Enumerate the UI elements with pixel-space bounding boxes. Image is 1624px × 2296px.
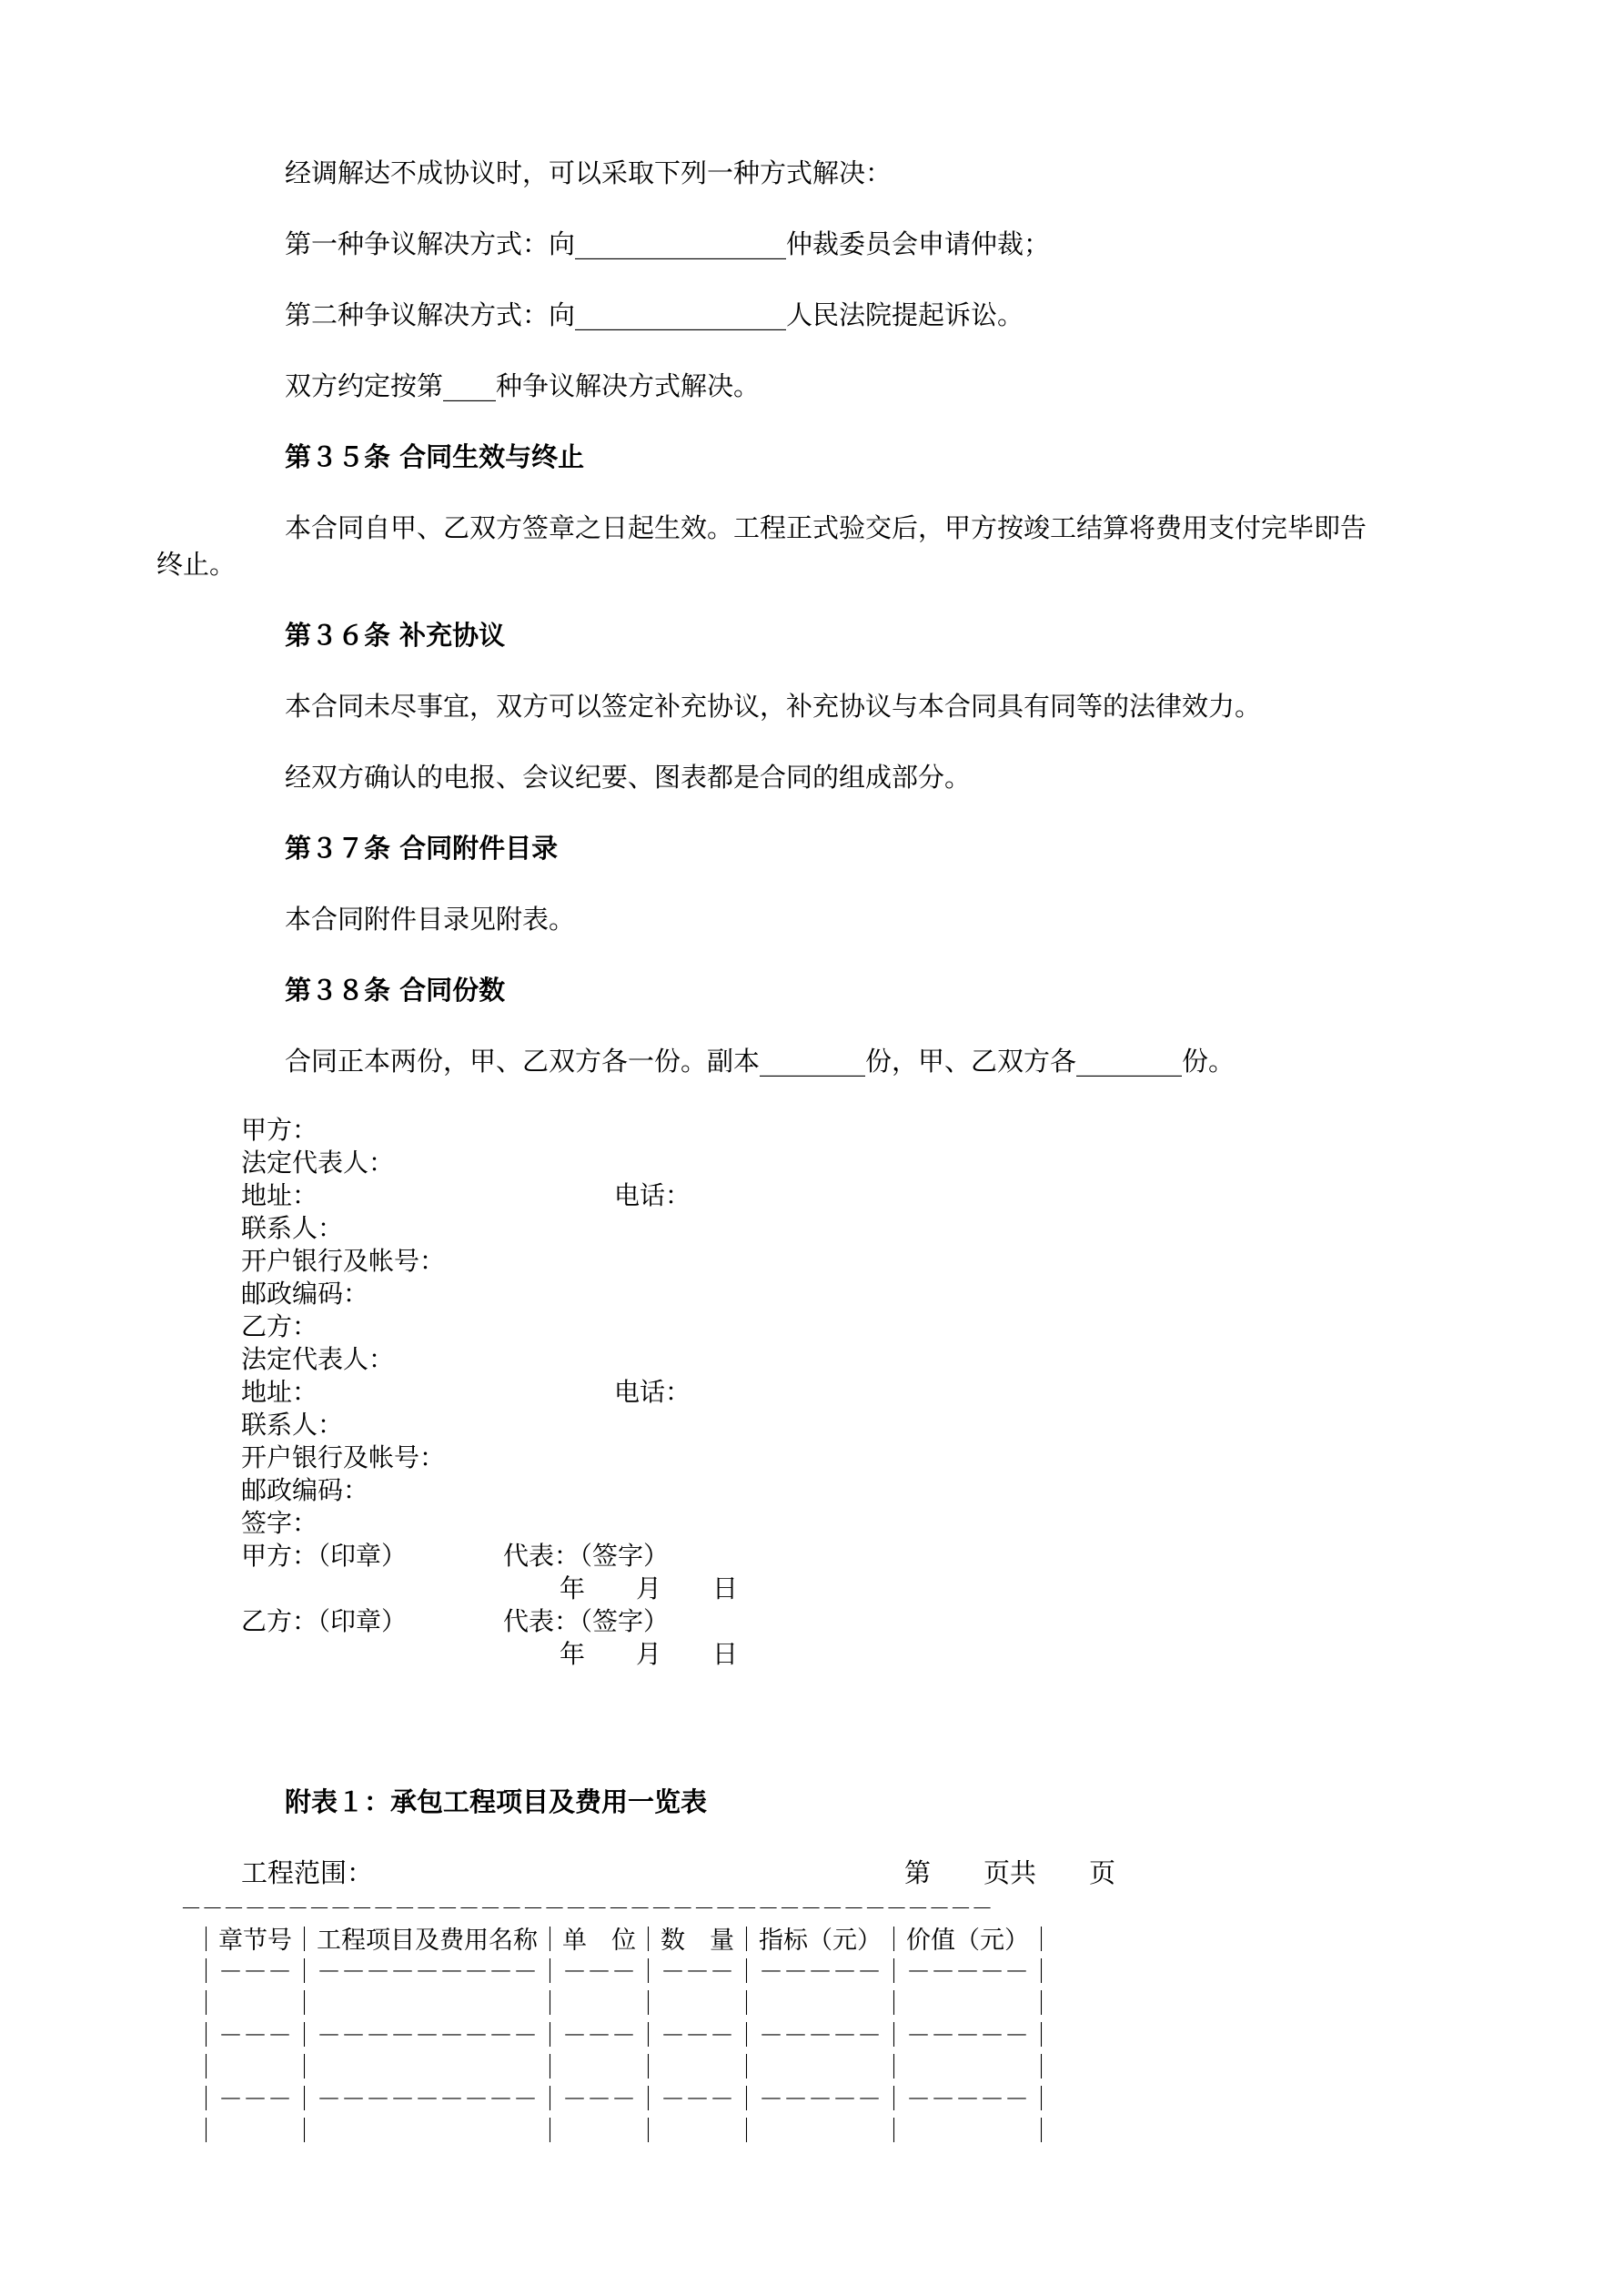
signature-block — [241, 1114, 739, 1671]
article-35-line-2: 终止。 — [156, 549, 237, 580]
table-separator-row: ｜－－－｜－－－－－－－－－｜－－－｜－－－｜－－－－－｜－－－－－｜ — [194, 2086, 1054, 2114]
appendix-top-rule: －－－－－－－－－－－－－－－－－－－－－－－－－－－－－－－－－－－－－－ — [180, 1896, 993, 1921]
party-b-label: 乙方： — [241, 1311, 318, 1341]
party-a-label: 甲方： — [241, 1115, 318, 1145]
party-a-date-row — [241, 1573, 739, 1605]
party-a-rep: 法定代表人： — [241, 1148, 395, 1178]
article-35-line-1: 本合同自甲、乙双方签章之日起生效。工程正式验交后，甲方按竣工结算将费用支付完毕即告 — [285, 512, 1367, 543]
article-35-title: 第３５条 合同生效与终止 — [285, 441, 585, 472]
appendix-scope-label: 工程范围： — [241, 1857, 374, 1888]
party-a-signature: 代表：（签字） — [503, 1541, 670, 1571]
party-b-contact: 联系人： — [241, 1410, 344, 1440]
article-36-title: 第３６条 补充协议 — [285, 620, 506, 651]
dispute-intro: 经调解达不成协议时，可以采取下列一种方式解决： — [285, 157, 893, 188]
article-38-para-1: 合同正本两份，甲、乙双方各一份。副本________份，甲、乙双方各________份。 — [285, 1046, 1236, 1077]
article-36-para-2: 经双方确认的电报、会议纪要、图表都是合同的组成部分。 — [285, 762, 972, 793]
party-b-bank: 开户银行及帐号： — [241, 1442, 446, 1472]
appendix-title: 附表１：承包工程项目及费用一览表 — [285, 1786, 708, 1817]
party-b-date: 年 月 日 — [560, 1639, 739, 1669]
table-separator-row: ｜－－－｜－－－－－－－－－｜－－－｜－－－｜－－－－－｜－－－－－｜ — [194, 2022, 1054, 2050]
article-38-title: 第３８条 合同份数 — [285, 975, 506, 1006]
party-b-phone: 电话： — [614, 1377, 691, 1407]
appendix-page-label: 第 页共 页 — [904, 1857, 1116, 1888]
dispute-option-1: 第一种争议解决方式：向________________仲裁委员会申请仲裁； — [285, 228, 1051, 259]
party-b-signing-row — [241, 1605, 670, 1638]
article-36-para-1: 本合同未尽事宜，双方可以签定补充协议，补充协议与本合同具有同等的法律效力。 — [285, 691, 1262, 722]
party-b-date-row — [241, 1638, 739, 1671]
dispute-option-2: 第二种争议解决方式：向________________人民法院提起诉讼。 — [285, 299, 1024, 330]
table-row: ｜ ｜ ｜ ｜ ｜ ｜ ｜ — [194, 1990, 1054, 2018]
party-b-seal: 乙方：（印章） — [241, 1606, 408, 1636]
party-a-postcode: 邮政编码： — [241, 1279, 369, 1309]
party-b-address-row — [241, 1376, 691, 1409]
party-b-rep: 法定代表人： — [241, 1344, 395, 1374]
table-separator-row: ｜－－－｜－－－－－－－－－｜－－－｜－－－｜－－－－－｜－－－－－｜ — [194, 1958, 1054, 1987]
party-a-phone: 电话： — [614, 1180, 691, 1210]
party-b-postcode: 邮政编码： — [241, 1475, 369, 1505]
party-a-bank: 开户银行及帐号： — [241, 1246, 446, 1276]
party-a-address-row — [241, 1179, 691, 1212]
party-a-signing-row — [241, 1540, 670, 1573]
dispute-choice: 双方约定按第____种争议解决方式解决。 — [285, 370, 761, 401]
appendix-header-row: ｜章节号｜工程项目及费用名称｜单 位｜数 量｜指标（元）｜价值（元）｜ — [194, 1927, 1054, 1955]
signing-label: 签字： — [241, 1508, 318, 1538]
table-row: ｜ ｜ ｜ ｜ ｜ ｜ ｜ — [194, 2118, 1054, 2146]
party-a-contact: 联系人： — [241, 1213, 344, 1243]
party-b-address: 地址： — [241, 1377, 318, 1407]
table-row: ｜ ｜ ｜ ｜ ｜ ｜ ｜ — [194, 2054, 1054, 2082]
party-a-seal: 甲方：（印章） — [241, 1541, 408, 1571]
party-b-signature: 代表：（签字） — [503, 1606, 670, 1636]
article-37-title: 第３７条 合同附件目录 — [285, 833, 559, 864]
article-37-para-1: 本合同附件目录见附表。 — [285, 904, 576, 935]
party-a-address: 地址： — [241, 1180, 318, 1210]
party-a-date: 年 月 日 — [560, 1573, 739, 1603]
